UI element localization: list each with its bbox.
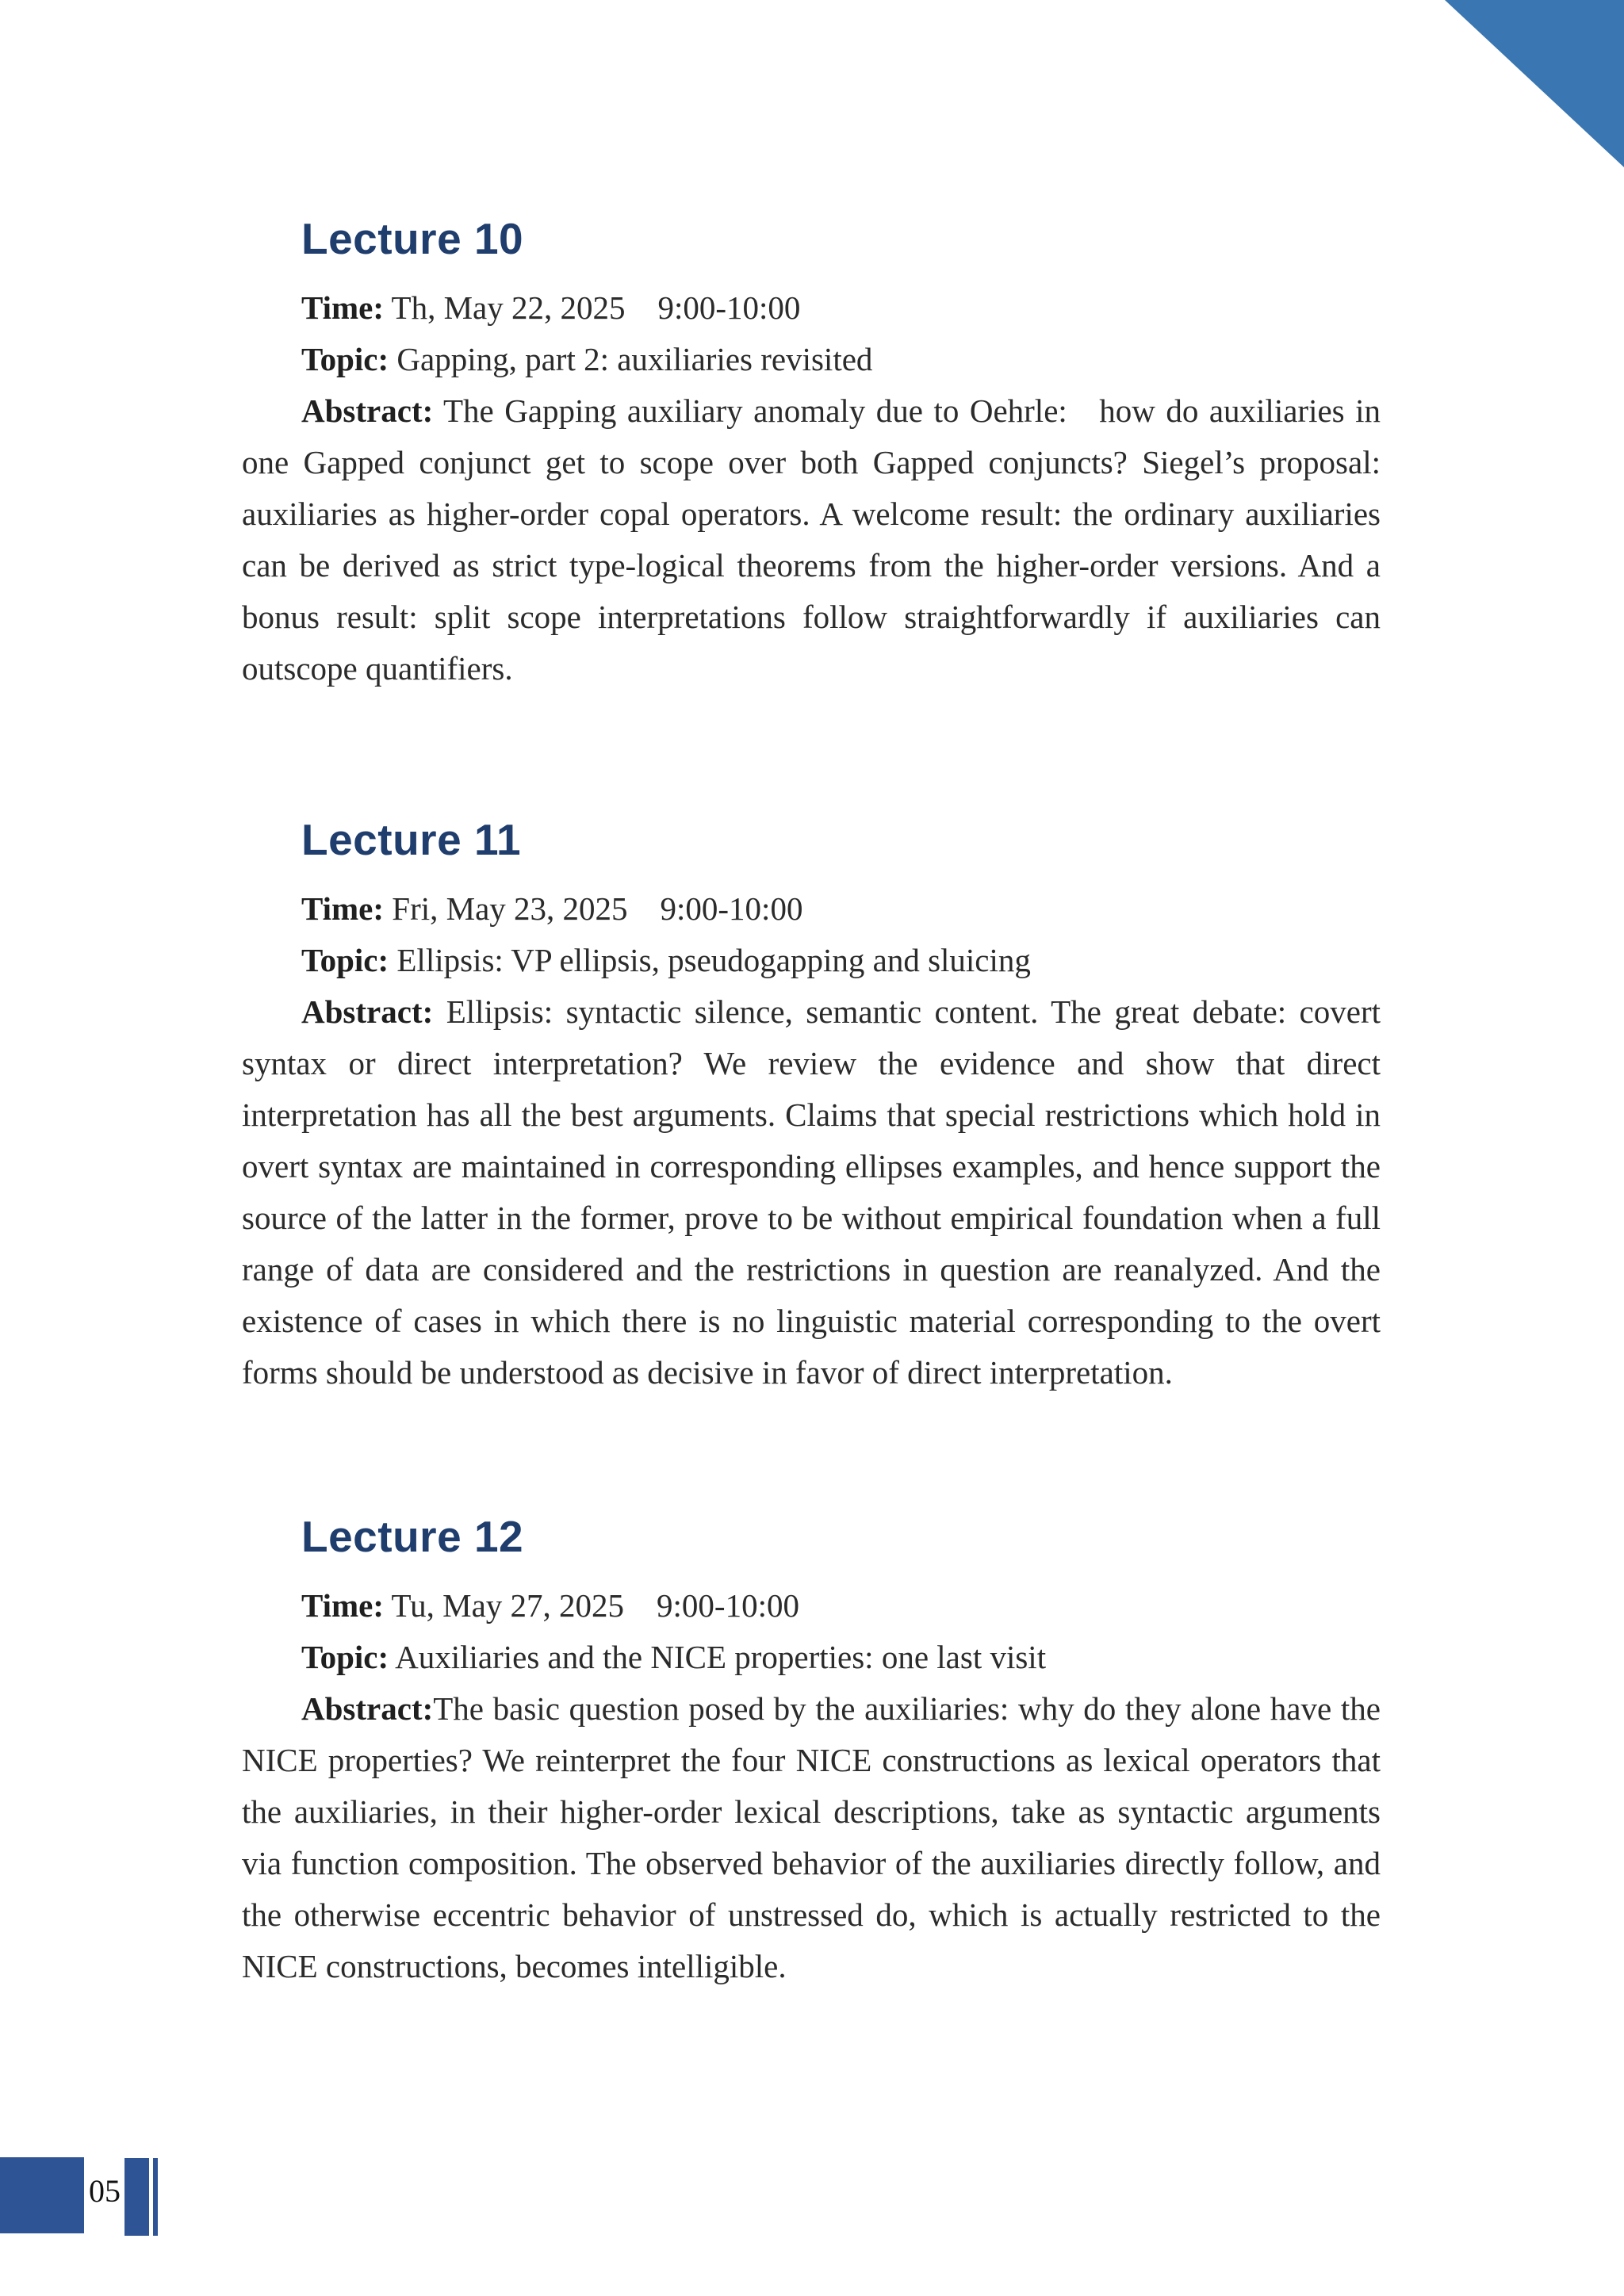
footer-square-decoration bbox=[0, 2157, 84, 2233]
footer-bar-decoration bbox=[124, 2158, 149, 2236]
topic-line bbox=[242, 1632, 1381, 1683]
time-label: Time: bbox=[301, 890, 385, 927]
time-value: Fri, May 23, 2025 9:00-10:00 bbox=[384, 890, 803, 927]
abstract-text: The Gapping auxiliary anomaly due to Oehrle: how do auxiliaries in one Gapped conjunct get to scope over both Gapped conjuncts? Siegel’s proposal: auxiliaries as higher-order copal operators. A welcome result: the ordinary auxiliaries can be derived as strict type-logical theorems from the higher-order versions. And a bonus result: split scope interpretations follow straightforwardly if auxiliaries can outscope quantifiers. bbox=[242, 392, 1381, 687]
time-label: Time: bbox=[301, 289, 385, 326]
time-line bbox=[242, 282, 1381, 334]
abstract-text: Ellipsis: syntactic silence, semantic content. The great debate: covert syntax or direct interpretation? We review the evidence and show that direct interpretation has all the best arguments. Claims that special restrictions which hold in overt syntax are maintained in corresponding ellipses examples, and hence support the source of the latter in the former, prove to be without empirical foundation when a full range of data are considered and the restrictions in question are reanalyzed. And the existence of cases in which there is no linguistic material corresponding to the overt forms should be understood as decisive in favor of direct interpretation. bbox=[242, 993, 1381, 1391]
topic-label: Topic: bbox=[301, 341, 389, 377]
lecture-10-section bbox=[242, 0, 1381, 695]
corner-triangle-decoration bbox=[1445, 0, 1624, 167]
time-value: Tu, May 27, 2025 9:00-10:00 bbox=[384, 1587, 799, 1624]
topic-line bbox=[242, 334, 1381, 385]
time-line bbox=[242, 883, 1381, 935]
lecture-body bbox=[242, 282, 1381, 695]
topic-value: Gapping, part 2: auxiliaries revisited bbox=[389, 341, 873, 377]
lecture-12-section bbox=[242, 1399, 1381, 1992]
topic-label: Topic: bbox=[301, 1639, 389, 1675]
abstract-label: Abstract: bbox=[301, 392, 434, 429]
abstract-label: Abstract: bbox=[301, 1690, 434, 1727]
time-label: Time: bbox=[301, 1587, 385, 1624]
lecture-title: Lecture 11 bbox=[301, 815, 522, 864]
abstract-paragraph bbox=[242, 1683, 1381, 1992]
abstract-label: Abstract: bbox=[301, 993, 434, 1030]
time-line bbox=[242, 1580, 1381, 1632]
abstract-text: The basic question posed by the auxiliaries: why do they alone have the NICE properties? We reinterpret the four NICE constructions as lexical operators that the auxiliaries, in their higher-order lexical descriptions, take as syntactic arguments via function composition. The observed behavior of the auxiliaries directly follow, and the otherwise eccentric behavior of unstressed do, which is actually restricted to the NICE constructions, becomes intelligible. bbox=[242, 1690, 1381, 1984]
footer-line-decoration bbox=[153, 2158, 158, 2236]
lecture-11-section bbox=[242, 695, 1381, 1399]
topic-label: Topic: bbox=[301, 942, 389, 978]
lecture-body bbox=[242, 1580, 1381, 1992]
lecture-title: Lecture 10 bbox=[301, 214, 524, 263]
time-value: Th, May 22, 2025 9:00-10:00 bbox=[384, 289, 801, 326]
page-number: 05 bbox=[89, 2173, 121, 2209]
abstract-paragraph bbox=[242, 986, 1381, 1399]
topic-value: Ellipsis: VP ellipsis, pseudogapping and sluicing bbox=[389, 942, 1031, 978]
topic-line bbox=[242, 935, 1381, 986]
lecture-title: Lecture 12 bbox=[301, 1512, 524, 1561]
lecture-body bbox=[242, 883, 1381, 1399]
abstract-paragraph bbox=[242, 385, 1381, 695]
topic-value: Auxiliaries and the NICE properties: one last visit bbox=[389, 1639, 1047, 1675]
